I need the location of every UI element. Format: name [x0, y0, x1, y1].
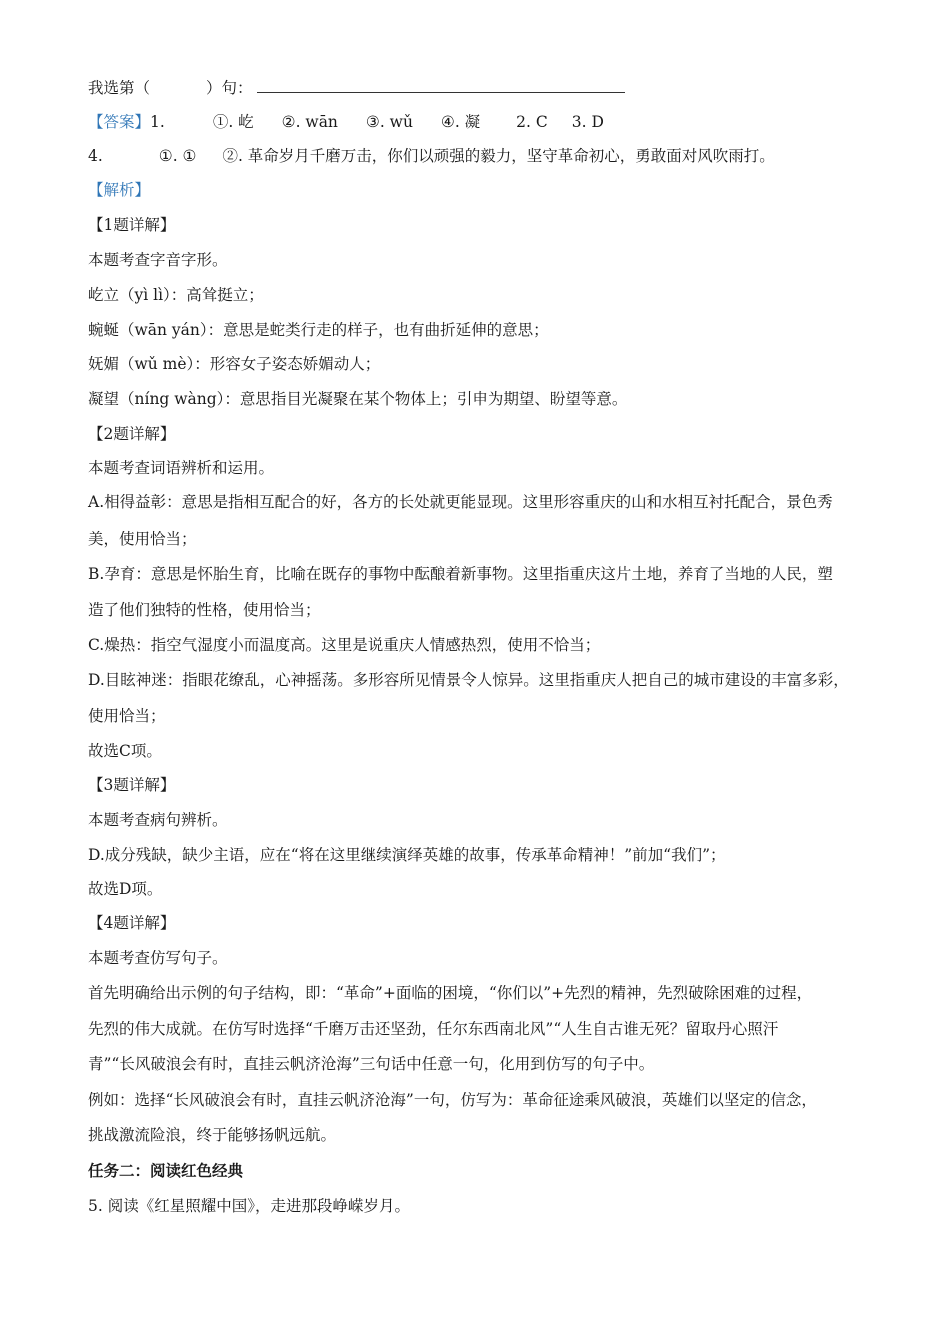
prompt-text-2: ）句： — [206, 79, 253, 97]
q1-answer-1: ①. 屹 — [212, 113, 254, 131]
question-5: 5. 阅读《红星照耀中国》，走进那段峥嵘岁月。 — [88, 1197, 410, 1215]
section-heading-q2: 【2题详解】 — [88, 425, 176, 443]
paragraph: 本题考查词语辨析和运用。 — [88, 459, 275, 477]
task-heading: 任务二：阅读红色经典 — [88, 1162, 244, 1180]
paragraph: 挑战激流险浪，终于能够扬帆远航。 — [88, 1126, 337, 1144]
paragraph: C.燥热：指空气湿度小而温度高。这里是说重庆人情感热烈，使用不恰当； — [88, 636, 601, 654]
section-heading-q1: 【1题详解】 — [88, 216, 176, 234]
paragraph: 屹立（yì lì）：高耸挺立； — [88, 286, 264, 304]
q1-number: 1. — [150, 113, 165, 131]
answer-blank-line[interactable] — [257, 78, 625, 93]
answer-line — [88, 112, 880, 132]
paragraph: 使用恰当； — [88, 707, 166, 725]
q2-answer: 2. C — [516, 113, 548, 131]
q4-number: 4. — [88, 147, 103, 165]
q3-answer: 3. D — [571, 113, 604, 131]
paragraph: 先烈的伟大成就。在仿写时选择“千磨万击还坚劲，任尔东西南北风”“人生自古谁无死？留取丹心照汗 — [88, 1020, 779, 1038]
q1-answer-4: ④. 凝 — [440, 113, 481, 131]
section-heading-q3: 【3题详解】 — [88, 776, 176, 794]
paragraph: 例如：选择“长风破浪会有时，直挂云帆济沧海”一句，仿写为：革命征途乘风破浪，英雄们以坚定的信念， — [88, 1091, 817, 1109]
paragraph: 蜿蜒（wān yán）：意思是蛇类行走的样子，也有曲折延伸的意思； — [88, 321, 549, 339]
paragraph: 妩媚（wǔ mè）：形容女子姿态娇媚动人； — [88, 355, 381, 373]
paragraph: A.相得益彰：意思是指相互配合的好，各方的长处就更能显现。这里形容重庆的山和水相互衬托配合，景色秀 — [88, 493, 833, 511]
section-heading-q4: 【4题详解】 — [88, 914, 176, 932]
analysis-label: 【解析】 — [88, 181, 151, 199]
q1-answer-2: ②. wān — [281, 113, 338, 131]
paragraph: 本题考查病句辨析。 — [88, 811, 228, 829]
paragraph: D.目眩神迷：指眼花缭乱，心神摇荡。多形容所见情景令人惊异。这里指重庆人把自己的城市建设的丰富多彩， — [88, 671, 849, 689]
paragraph: D.成分残缺，缺少主语，应在“将在这里继续演绎英雄的故事，传承革命精神！”前加“我们”； — [88, 846, 726, 864]
q4-answer-1: ①. ① — [158, 147, 197, 165]
paragraph: 美，使用恰当； — [88, 530, 197, 548]
paragraph: B.孕育：意思是怀胎生育，比喻在既存的事物中酝酿着新事物。这里指重庆这片土地，养育了当地的人民，塑 — [88, 565, 833, 583]
q1-answer-3: ③. wǔ — [365, 113, 413, 131]
paragraph: 凝望（níng wàng）：意思指目光凝聚在某个物体上；引申为期望、盼望等意。 — [88, 390, 628, 408]
prompt-text: 我选第（ — [88, 79, 151, 97]
answer-label: 【答案】 — [88, 113, 151, 131]
paragraph: 首先明确给出示例的句子结构，即：“革命”+面临的困境，“你们以”+先烈的精神，先烈破除困难的过程， — [88, 984, 813, 1002]
paragraph: 故选D项。 — [88, 880, 163, 898]
fill-in-sentence-line — [88, 78, 880, 98]
answer-line-q4 — [88, 146, 880, 166]
paragraph: 造了他们独特的性格，使用恰当； — [88, 601, 321, 619]
paragraph: 本题考查字音字形。 — [88, 251, 228, 269]
paragraph: 青”“长风破浪会有时，直挂云帆济沧海”三句话中任意一句，化用到仿写的句子中。 — [88, 1055, 655, 1073]
paragraph: 故选C项。 — [88, 742, 162, 760]
q4-answer-2: ②. 革命岁月千磨万击，你们以顽强的毅力，坚守革命初心，勇敢面对风吹雨打。 — [222, 147, 775, 165]
paragraph: 本题考查仿写句子。 — [88, 949, 228, 967]
